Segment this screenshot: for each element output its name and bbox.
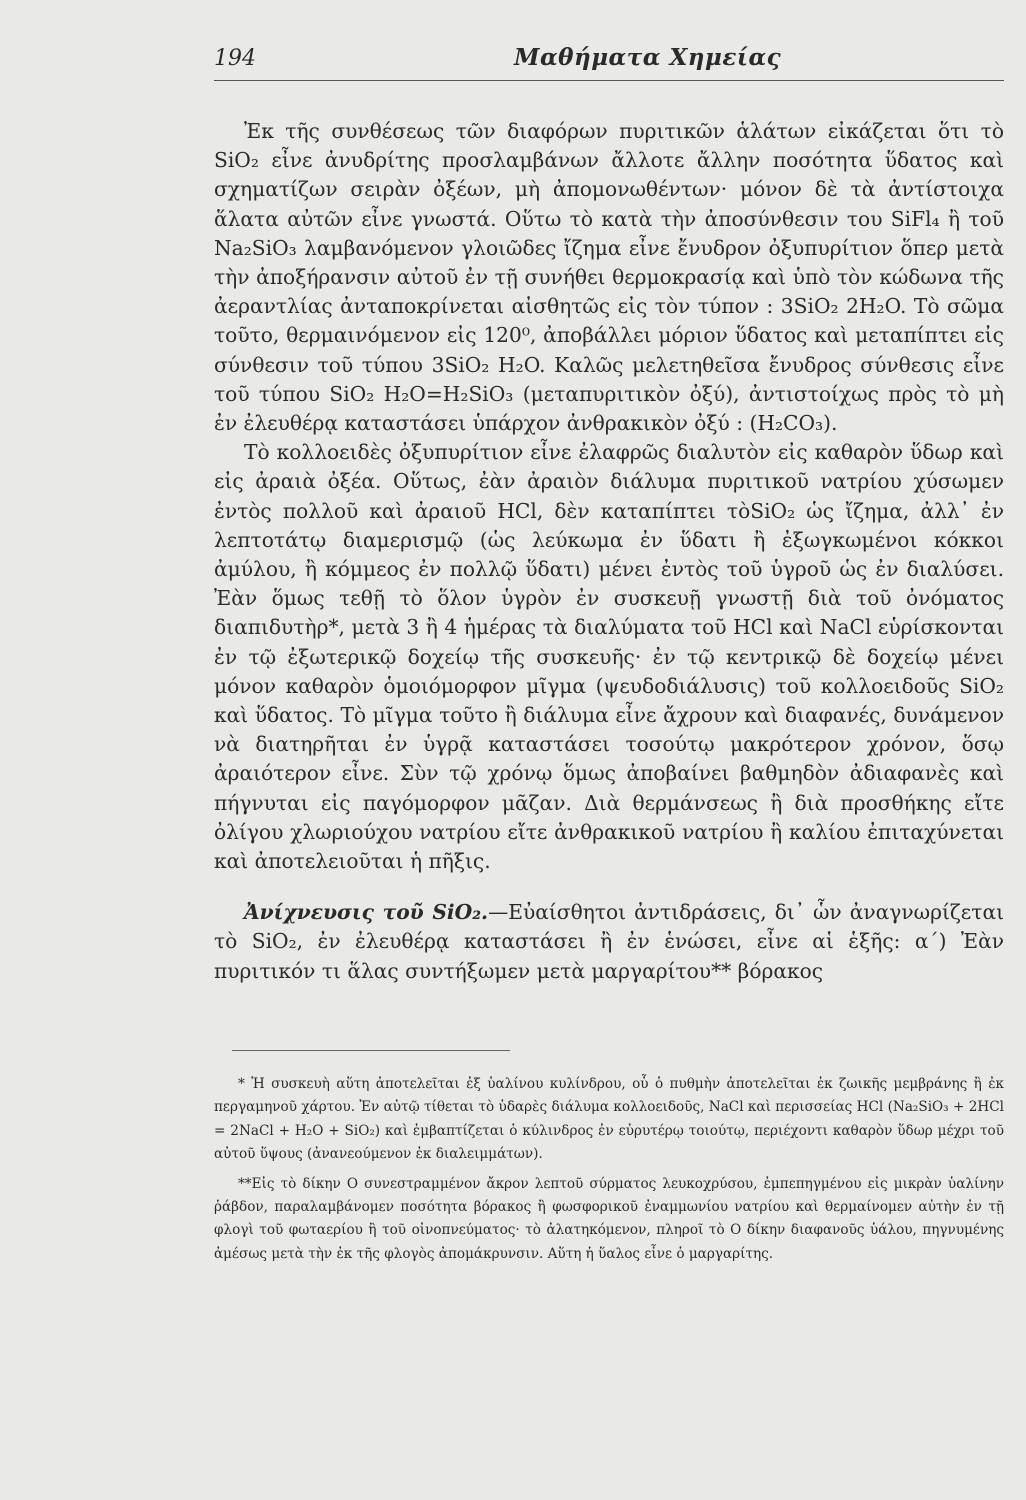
footnote: * Ἡ συσκευὴ αὕτη ἀποτελεῖται ἐξ ὑαλίνου κυλίνδρου, οὗ ὁ πυθμὴν ἀποτελεῖται ἐκ ζωικῆς μεμβράνης ἢ ἐκ περγαμηνοῦ χάρτου. Ἐν αὐτῷ τίθεται τὸ ὑδαρὲς διάλυμα κολλοειδοῦς, NaCl καὶ περισσείας HCl (Na₂SiO₃ + 2HCl = 2NaCl + H₂O + SiO₂) καὶ ἐμβαπτίζεται ὁ κύλινδρος ἐν εὐρυτέρῳ τοιούτῳ, περιέχοντι καθαρὸν ὕδωρ μέχρι τοῦ αὐτοῦ ὕψους (ἀνανεούμενον ἐκ διαλειμμάτων). xyxy=(214,1076,1004,1163)
section-text: —Εὐαίσθητοι ἀντιδράσεις, δι᾽ ὧν ἀναγνωρίζεται τὸ SiO₂, ἐν ἐλευθέρᾳ καταστάσει ἢ ἐν ἑνώσει, εἶνε αἱ ἑξῆς: α΄) Ἐὰν πυριτικόν τι ἅλας συντήξωμεν μετὰ μαργαρίτου** βόρακος xyxy=(214,900,1004,983)
footnote-rule xyxy=(232,1050,510,1051)
running-title: Μαθήματα Χημείας xyxy=(514,44,782,71)
paragraph: Τὸ κολλοειδὲς ὀξυπυρίτιον εἶνε ἐλαφρῶς διαλυτὸν εἰς καθαρὸν ὕδωρ καὶ εἰς ἀραιὰ ὀξέα. Οὕτως, ἐὰν ἀραιὸν διάλυμα πυριτικοῦ νατρίου χύσωμεν ἐντὸς πολλοῦ καὶ ἀραιοῦ HCl, δὲν καταπίπτει τὸSiO₂ ὡς ἴζημα, ἀλλ᾽ ἐν λεπτοτάτῳ διαμερισμῷ (ὡς λεύκωμα ἐν ὕδατι ἢ ἐξωγκωμένοι κόκκοι ἀμύλου, ἢ κόμμεος ἐν πολλῷ ὕδατι) μένει ἐντὸς τοῦ ὑγροῦ ὡς ἐν διαλύσει. Ἐὰν ὅμως τεθῇ τὸ ὅλον ὑγρὸν ἐν συσκευῇ γνωστῇ διὰ τοῦ ὀνόματος διαπιδυτὴρ*, μετὰ 3 ἢ 4 ἡμέρας τὰ διαλύματα τοῦ HCl καὶ NaCl εὑρίσκονται ἐν τῷ ἐξωτερικῷ δοχείῳ τῆς συσκευῆς· ἐν τῷ κεντρικῷ δὲ δοχείῳ μένει μόνον καθαρὸν ὁμοιόμορφον μῖγμα (ψευδοδιάλυσις) τοῦ κολλοειδοῦς SiO₂ καὶ ὕδατος. Τὸ μῖγμα τοῦτο ἢ διάλυμα εἶνε ἄχρουν καὶ διαφανές, δυνάμενον νὰ διατηρῆται ἐν ὑγρᾷ καταστάσει τοσούτῳ μακρότερον χρόνον, ὅσῳ ἀραιότερον εἶνε. Σὺν τῷ χρόνῳ ὅμως ἀποβαίνει βαθμηδὸν ἀδιαφανὲς καὶ πήγνυται εἰς παγόμορφον μᾶζαν. Διὰ θερμάνσεως ἢ διὰ προσθήκης εἴτε ὀλίγου χλωριούχου νατρίου εἴτε ἀνθρακικοῦ νατρίου ἢ καλίου ἐπιταχύνεται καὶ ἀποτελειοῦται ἡ πῆξις. xyxy=(214,440,1004,874)
paragraph: Ἐκ τῆς συνθέσεως τῶν διαφόρων πυριτικῶν ἁλάτων εἰκάζεται ὅτι τὸ SiO₂ εἶνε ἀνυδρίτης προσλαμβάνων ἄλλοτε ἄλλην ποσότητα ὕδατος καὶ σχηματίζων σειρὰν ὀξέων, μὴ ἀπομονωθέντων· μόνον δὲ τὰ ἀντίστοιχα ἅλατα αὐτῶν εἶνε γνωστά. Οὕτω τὸ κατὰ τὴν ἀποσύνθεσιν του SiFl₄ ἢ τοῦ Na₂SiO₃ λαμβανόμενον γλοιῶδες ἴζημα εἶνε ἔνυδρον ὀξυπυρίτιον ὅπερ μετὰ τὴν ἀποξήρανσιν αὐτοῦ ἐν τῇ συνήθει θερμοκρασίᾳ καὶ ὑπὸ τὸν κώδωνα τῆς ἀεραντλίας ἀνταποκρίνεται αἰσθητῶς εἰς τὸν τύπον : 3SiO₂ 2H₂O. Τὸ σῶμα τοῦτο, θερμαινόμενον εἰς 120⁰, ἀποβάλλει μόριον ὕδατος καὶ μεταπίπτει εἰς σύνθεσιν τοῦ τύπου 3SiO₂ H₂O. Καλῶς μελετηθεῖσα ἔνυδρος σύνθεσις εἶνε τοῦ τύπου SiO₂ H₂O=H₂SiO₃ (μεταπυριτικὸν ὀξύ), ἀντιστοίχως πρὸς τὸ μὴ ἐν ἐλευθέρᾳ καταστάσει ὑπάρχον ἀνθρακικὸν ὀξύ : (H₂CO₃). xyxy=(214,119,1004,436)
footnote: **Εἰς τὸ δίκην Ο συνεστραμμένον ἄκρον λεπτοῦ σύρματος λευκοχρύσου, ἐμπεπηγμένου εἰς μικρὰν ὑαλίνην ῥάβδον, παραλαμβάνομεν ποσότητα βόρακος ἢ φωσφορικοῦ ἐναμμωνίου νατρίου καὶ θερμαίνομεν αὐτὴν ἐν τῇ φλογὶ τοῦ φωταερίου ἢ τοῦ οἰνοπνεύματος· τὸ ἀλατηκόμενον, πληροῖ τὸ Ο δίκην διαφανοῦς ὑάλου, πηγνυμένης ἀμέσως μετὰ τὴν ἐκ τῆς φλογὸς ἀπομάκρυνσιν. Αὕτη ἡ ὕαλος εἶνε ὁ μαργαρίτης. xyxy=(214,1175,1004,1262)
body-text xyxy=(214,117,1004,986)
section-title: Ἀνίχνευσις τοῦ SiO₂. xyxy=(244,900,489,925)
page-number: 194 xyxy=(214,46,256,71)
footnotes xyxy=(214,1073,1004,1272)
header-rule xyxy=(214,80,1004,81)
section-paragraph xyxy=(214,898,1004,986)
page-header xyxy=(214,40,1004,76)
